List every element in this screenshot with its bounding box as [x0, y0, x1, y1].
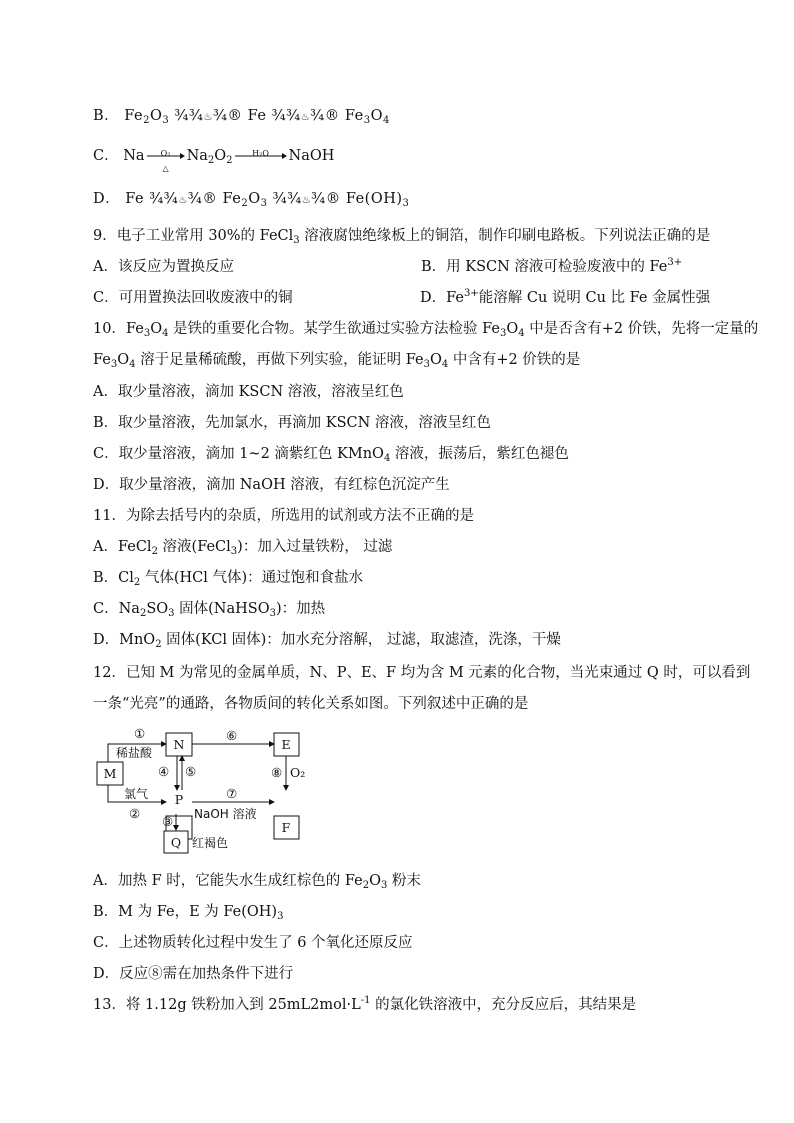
reaction-condition-icon: ♨: [203, 112, 213, 123]
q11-option-a: [93, 537, 392, 557]
label-r1: ①: [134, 726, 146, 741]
q11-option-d: [93, 630, 561, 650]
formula: Fe: [125, 191, 145, 207]
q11-option-b: [93, 568, 363, 588]
stem-text: 一条“光亮”的通路，各物质间的转化关系如图。下列叙述中正确的是: [93, 696, 529, 712]
subscript: 3: [110, 359, 118, 370]
subscript: 3: [363, 115, 371, 126]
option-text: C．上述物质转化过程中发生了 6 个氧化还原反应: [93, 935, 413, 951]
formula: Fe: [247, 108, 267, 124]
formula: O: [370, 108, 383, 124]
node-q: Q: [170, 835, 182, 850]
q12-stem-line2: [93, 694, 528, 714]
subscript: 4: [383, 453, 391, 464]
stem-text: Fe: [93, 352, 111, 368]
option-text: 溶液，振荡后，紫红色褪色: [390, 446, 569, 462]
option-text: SO: [146, 601, 169, 617]
option-text: B．取少量溶液，先加氯水，再滴加 KSCN 溶液，溶液呈红色: [93, 415, 491, 431]
q9-option-d: [420, 288, 710, 308]
q9-options-ab: [93, 257, 683, 277]
formula: OH): [370, 191, 403, 207]
node-p: P: [174, 792, 184, 807]
subscript: 2: [362, 880, 370, 891]
q10-option-a: [93, 382, 404, 402]
q9-options-cd: [93, 288, 711, 308]
garbled-arrow: ¾®: [187, 191, 218, 207]
q12-stem-line1: [93, 663, 750, 683]
label-hcl: 稀盐酸: [116, 746, 153, 760]
label-red: 红褐色: [192, 836, 229, 850]
option-label: D．: [93, 191, 121, 207]
garbled-arrow: ¾®: [310, 108, 340, 124]
option-text: B．用 KSCN 溶液可检验废液中的 Fe: [421, 259, 668, 275]
formula: O: [214, 148, 227, 164]
option-text: 固体(KCl 固体)：加水充分溶解， 过滤，取滤渣，洗涤，干燥: [161, 632, 561, 648]
label-r8: ⑧: [271, 765, 283, 780]
label-r4: ④: [158, 764, 170, 779]
q11-stem: [93, 506, 474, 526]
node-e: E: [281, 737, 291, 752]
q10-stem-line1: [93, 319, 758, 339]
stem-text: 的氯化铁溶液中，充分反应后，其结果是: [370, 997, 637, 1013]
garbled-arrow: ¾¾: [271, 108, 301, 124]
q12-option-a: [93, 871, 421, 891]
formula: O: [248, 191, 261, 207]
formula: Fe: [344, 108, 364, 124]
subscript: 4: [382, 115, 390, 126]
label-r6: ⑥: [226, 728, 238, 743]
subscript: 2: [207, 155, 215, 166]
q9-option-c: C．可用置换法回收废液中的铜: [93, 290, 293, 306]
stem-text: 13．将 1.12g 铁粉加入到 25mL2mol·L: [93, 997, 361, 1013]
formula: Fe: [124, 108, 144, 124]
subscript: 2: [139, 608, 147, 619]
subscript: 4: [518, 328, 525, 339]
option-text: B．M 为 Fe，E 为 Fe(OH): [93, 904, 278, 920]
q11-option-c: [93, 599, 325, 619]
option-text: D．反应⑧需在加热条件下进行: [93, 966, 294, 982]
reaction-condition-icon: ♨: [178, 195, 188, 206]
superscript: 3+: [463, 288, 479, 299]
label-naoh: NaOH 溶液: [194, 807, 257, 821]
formula: Na: [123, 148, 145, 164]
stem-text: 10．Fe: [93, 321, 144, 337]
garbled-arrow: ¾¾: [272, 191, 302, 207]
arrow-condition: H₂O: [252, 149, 269, 158]
q9-stem: [93, 226, 710, 246]
arrow-condition: O₂: [160, 149, 171, 158]
subscript: 3: [402, 198, 410, 209]
garbled-arrow: ¾¾: [149, 191, 179, 207]
q12-option-b: [93, 902, 283, 922]
subscript: 3: [380, 880, 388, 891]
option-text: A．取少量溶液，滴加 KSCN 溶液，溶液呈红色: [93, 384, 404, 400]
subscript: 2: [226, 155, 233, 166]
q9-option-a: A．该反应为置换反应: [93, 259, 234, 275]
option-text: 粉末: [387, 873, 421, 889]
subscript: 2: [241, 198, 249, 209]
q10-option-c: [93, 444, 569, 464]
option-text: D．Fe: [420, 290, 464, 306]
label-r2: ②: [129, 806, 141, 821]
arrow-condition: △: [162, 164, 169, 173]
q10-option-b: [93, 413, 491, 433]
option-text: 能溶解 Cu 说明 Cu 比 Fe 金属性强: [478, 290, 711, 306]
option-text: D．取少量溶液，滴加 NaOH 溶液，有红棕色沉淀产生: [93, 477, 450, 493]
q13-stem: [93, 995, 636, 1015]
q8-option-b: [93, 106, 390, 128]
option-text: C．Na: [93, 601, 140, 617]
stem-text: 12．已知 M 为常见的金属单质，N、P、E、F 均为含 M 元素的化合物，当光束通过 Q 时，可以看到: [93, 665, 751, 681]
option-text: C．取少量溶液，滴加 1~2 滴紫红色 KMnO: [93, 446, 384, 462]
stem-text: O: [429, 352, 442, 368]
q9-option-b: [421, 257, 682, 277]
subscript: 2: [155, 639, 162, 650]
formula: NaOH: [288, 148, 335, 164]
label-r5: ⑤: [185, 764, 197, 779]
formula: Fe: [222, 191, 242, 207]
stem-text: O: [117, 352, 130, 368]
conversion-diagram: [94, 724, 324, 856]
option-text: 气体(HCl 气体)：通过饱和食盐水: [140, 570, 364, 586]
formula: Na: [186, 148, 208, 164]
stem-text: 中含有+2 价铁的是: [448, 352, 581, 368]
q12-option-d: [93, 964, 293, 984]
option-text: 固体(NaHSO: [174, 601, 270, 617]
reaction-arrow: [147, 149, 185, 173]
subscript: 3: [168, 608, 175, 619]
option-text: A．加热 F 时，它能失水生成红棕色的 Fe: [93, 873, 363, 889]
stem-text: 溶液腐蚀绝缘板上的铜箔，制作印刷电路板。下列说法正确的是: [299, 228, 711, 244]
node-n: N: [173, 737, 185, 752]
subscript: 3: [230, 546, 238, 557]
label-cl2: 氯气: [124, 787, 149, 801]
subscript: 3: [423, 359, 430, 370]
q8-option-c: [93, 146, 335, 173]
formula: O: [150, 108, 163, 124]
subscript: 3: [143, 328, 151, 339]
stem-text: 11．为除去括号内的杂质，所选用的试剂或方法不正确的是: [93, 508, 474, 524]
option-text: A．FeCl: [93, 539, 152, 555]
option-label: C．: [93, 148, 119, 164]
label-r7: ⑦: [226, 786, 238, 801]
superscript: -1: [360, 995, 371, 1006]
subscript: 4: [162, 328, 169, 339]
subscript: 3: [500, 328, 507, 339]
garbled-arrow: ¾¾: [174, 108, 204, 124]
node-m: M: [103, 766, 117, 781]
q8-option-d: [93, 189, 409, 211]
subscript: 3: [293, 235, 300, 246]
subscript: 3: [269, 608, 276, 619]
q10-stem-line2: [93, 350, 580, 370]
subscript: 4: [441, 359, 449, 370]
stem-text: 中是否含有+2 价铁，先将一定量的: [524, 321, 759, 337]
superscript: 3+: [667, 257, 683, 268]
q12-option-c: [93, 933, 413, 953]
subscript: 3: [162, 115, 170, 126]
subscript: 3: [260, 198, 268, 209]
subscript: 2: [133, 577, 141, 588]
stem-text: O: [506, 321, 519, 337]
garbled-arrow: ¾®: [311, 191, 341, 207]
formula: Fe(: [345, 191, 371, 207]
option-text: )：加热: [275, 601, 326, 617]
label-r3: ③: [162, 814, 174, 829]
subscript: 3: [277, 911, 284, 922]
subscript: 2: [143, 115, 150, 126]
q10-option-d: [93, 475, 450, 495]
stem-text: 溶于足量稀硫酸，再做下列实验，能证明 Fe: [135, 352, 424, 368]
reaction-condition-icon: ♨: [301, 195, 312, 206]
option-text: D．MnO: [93, 632, 156, 648]
stem-text: 9．电子工业常用 30%的 FeCl: [93, 228, 294, 244]
option-label: B．: [93, 108, 120, 124]
reaction-condition-icon: ♨: [300, 112, 311, 123]
option-text: 溶液(FeCl: [157, 539, 231, 555]
node-f: F: [281, 820, 291, 835]
reaction-arrow: [235, 149, 287, 160]
subscript: 4: [129, 359, 136, 370]
option-text: )：加入过量铁粉， 过滤: [237, 539, 393, 555]
option-text: B．Cl: [93, 570, 134, 586]
stem-text: O: [150, 321, 163, 337]
garbled-arrow: ¾®: [212, 108, 243, 124]
stem-text: 是铁的重要化合物。某学生欲通过实验方法检验 Fe: [168, 321, 501, 337]
label-o2: O₂: [290, 765, 306, 780]
subscript: 2: [151, 546, 158, 557]
option-text: O: [369, 873, 381, 889]
